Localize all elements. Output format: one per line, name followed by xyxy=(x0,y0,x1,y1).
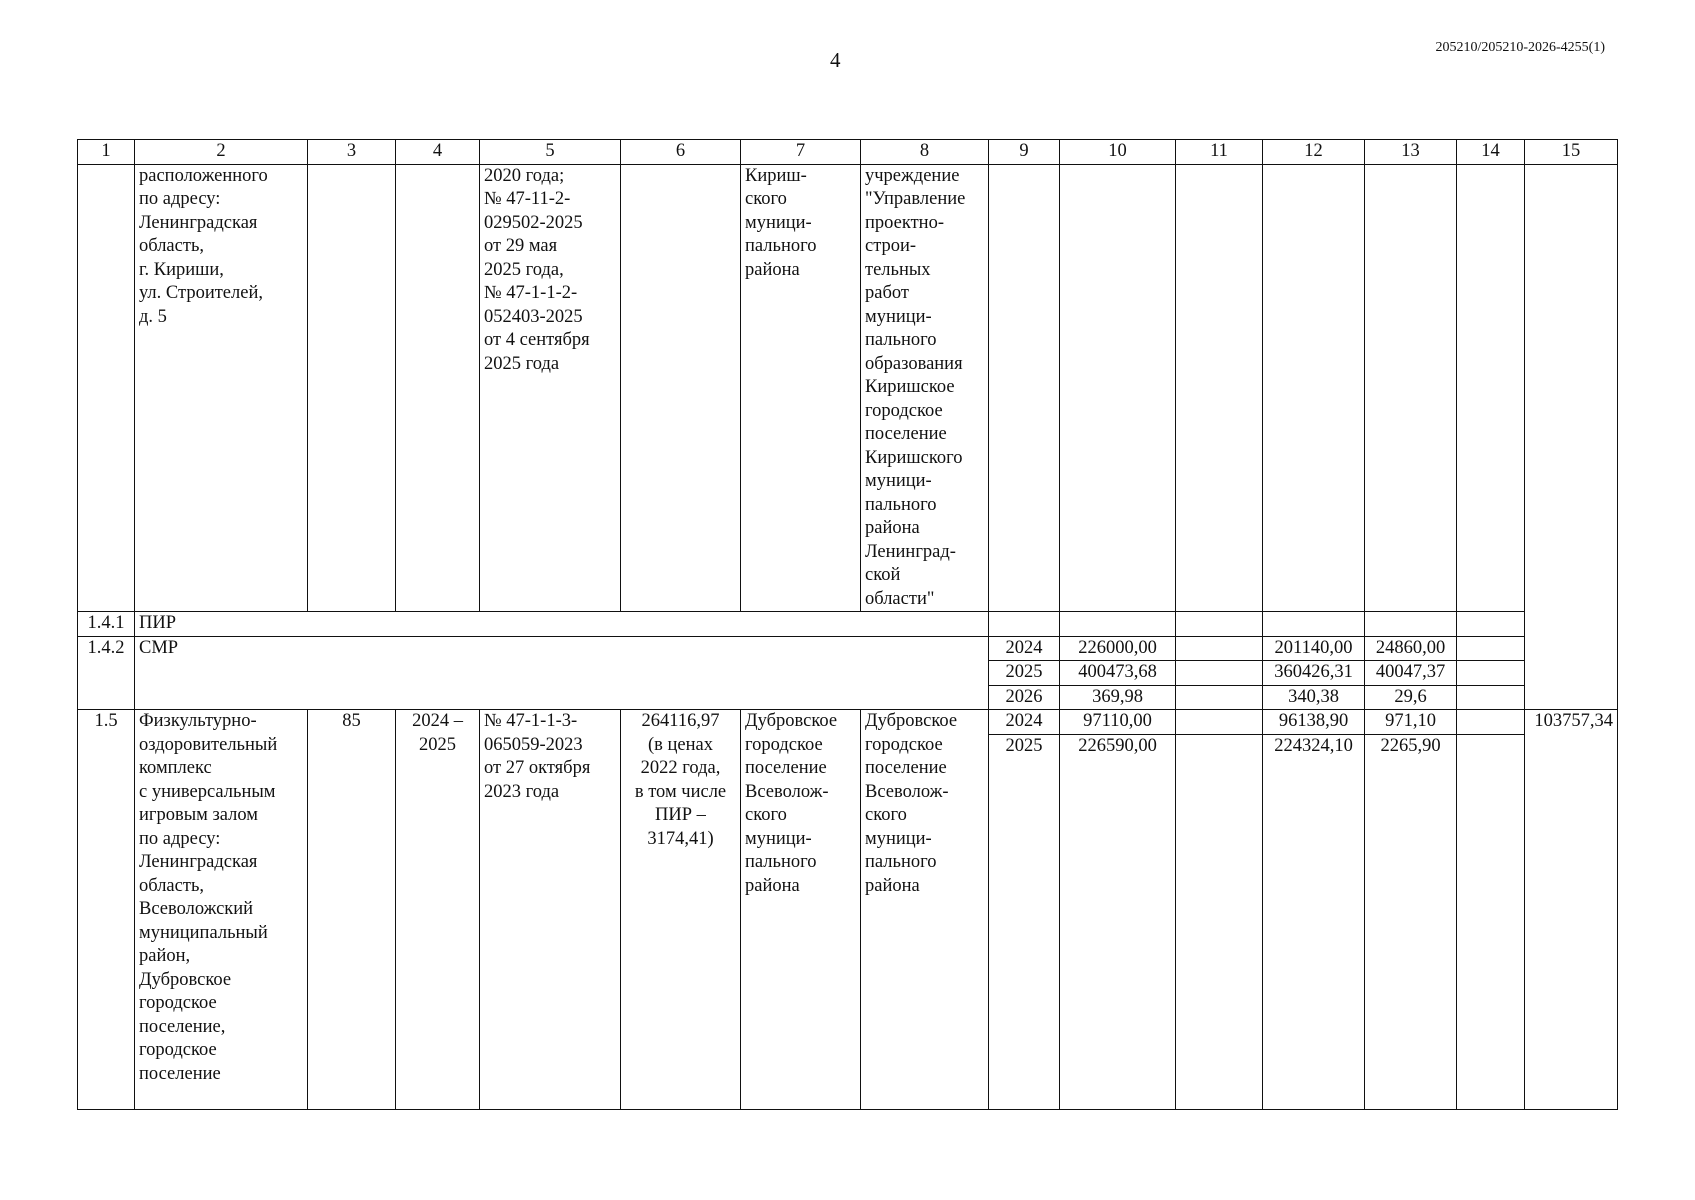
col13-cell: 40047,37 xyxy=(1365,661,1457,686)
page-number: 4 xyxy=(830,48,841,72)
col12-cell: 201140,00 xyxy=(1263,636,1365,661)
document-id: 205210/205210-2026-4255(1) xyxy=(1435,40,1605,55)
column-number: 11 xyxy=(1176,140,1263,165)
year-cell: 2024 xyxy=(989,636,1060,661)
table-row xyxy=(78,612,1618,637)
capacity-cell: 85 xyxy=(308,710,396,1110)
year-cell: 2025 xyxy=(989,661,1060,686)
col11-cell xyxy=(1176,710,1263,735)
col12-cell: 224324,10 xyxy=(1263,734,1365,1109)
col11-cell xyxy=(1176,636,1263,661)
year-cell: 2025 xyxy=(989,734,1060,1109)
col14-cell xyxy=(1457,734,1525,1109)
column-number: 1 xyxy=(78,140,135,165)
customer-cell: Дубровское городское поселение Всеволож- ского муници- пального района xyxy=(861,710,989,1110)
column-number: 8 xyxy=(861,140,989,165)
column-number: 12 xyxy=(1263,140,1365,165)
item-name: СМР xyxy=(135,636,989,710)
col11-cell xyxy=(1176,685,1263,710)
total-cell: 226590,00 xyxy=(1060,734,1176,1109)
expertise-cell: № 47-1-1-3- 065059-2023 от 27 октября 2023 года xyxy=(480,710,621,1110)
expertise-cell: 2020 года; № 47-11-2- 029502-2025 от 29 мая 2025 года, № 47-1-1-2- 052403-2025 от 4 сентября 2025 года xyxy=(480,164,621,612)
column-number: 13 xyxy=(1365,140,1457,165)
item-name: ПИР xyxy=(135,612,989,637)
estimated-cost-cell: 264116,97 (в ценах 2022 года, в том числе ПИР – 3174,41) xyxy=(621,710,741,1110)
col11-cell xyxy=(1176,734,1263,1109)
total-cell: 97110,00 xyxy=(1060,710,1176,735)
table-row xyxy=(78,710,1618,735)
table-row xyxy=(78,636,1618,661)
column-number-row xyxy=(78,140,1618,165)
object-name-cell: Физкультурно- оздоровительный комплекс с универсальным игровым залом по адресу: Ленинградская область, Всеволожский муниципальный район, Дубровское городское поселение, городское поселение xyxy=(135,710,308,1110)
column-number: 15 xyxy=(1525,140,1618,165)
item-code: 1.4.2 xyxy=(78,636,135,710)
total-cell: 369,98 xyxy=(1060,685,1176,710)
period-cell: 2024 – 2025 xyxy=(396,710,480,1110)
total-cell: 226000,00 xyxy=(1060,636,1176,661)
column-number: 2 xyxy=(135,140,308,165)
item-code: 1.4.1 xyxy=(78,612,135,637)
year-cell: 2024 xyxy=(989,710,1060,735)
col15-cell: 103757,34 xyxy=(1525,710,1618,1110)
column-number: 10 xyxy=(1060,140,1176,165)
col12-cell: 360426,31 xyxy=(1263,661,1365,686)
total-cell: 400473,68 xyxy=(1060,661,1176,686)
col13-cell: 24860,00 xyxy=(1365,636,1457,661)
object-name-cell: расположенного по адресу: Ленинградская область, г. Кириши, ул. Строителей, д. 5 xyxy=(135,164,308,612)
table-row xyxy=(78,164,1618,612)
col14-cell xyxy=(1457,685,1525,710)
column-number: 5 xyxy=(480,140,621,165)
owner-cell: Кириш- ского муници- пального района xyxy=(741,164,861,612)
column-number: 7 xyxy=(741,140,861,165)
col12-cell: 340,38 xyxy=(1263,685,1365,710)
col14-cell xyxy=(1457,710,1525,735)
col12-cell: 96138,90 xyxy=(1263,710,1365,735)
column-number: 14 xyxy=(1457,140,1525,165)
owner-cell: Дубровское городское поселение Всеволож- ского муници- пального района xyxy=(741,710,861,1110)
col13-cell: 29,6 xyxy=(1365,685,1457,710)
column-number: 6 xyxy=(621,140,741,165)
col13-cell: 2265,90 xyxy=(1365,734,1457,1109)
customer-cell: учреждение "Управление проектно- строи- тельных работ муници- пального образования Киришское городское поселение Киришского муници- пального района Ленинград- ской области" xyxy=(861,164,989,612)
col14-cell xyxy=(1457,636,1525,661)
program-table xyxy=(77,139,1618,1110)
column-number: 9 xyxy=(989,140,1060,165)
col14-cell xyxy=(1457,661,1525,686)
col13-cell: 971,10 xyxy=(1365,710,1457,735)
item-code: 1.5 xyxy=(78,710,135,1110)
col11-cell xyxy=(1176,661,1263,686)
column-number: 3 xyxy=(308,140,396,165)
column-number: 4 xyxy=(396,140,480,165)
year-cell: 2026 xyxy=(989,685,1060,710)
